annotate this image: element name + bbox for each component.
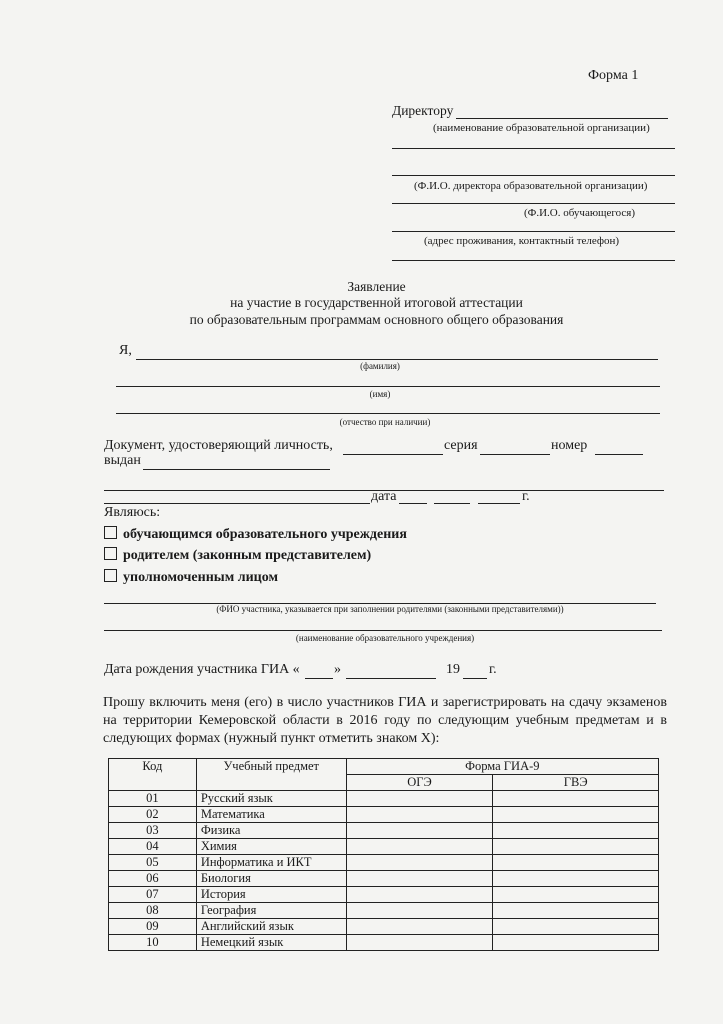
table-row — [109, 903, 659, 919]
row-code: 06 — [109, 871, 197, 887]
row-subject: Химия — [196, 839, 346, 855]
request-text: Прошу включить меня (его) в число участников ГИА и зарегистрировать на сдачу экзаменов на территории Кемеровской области в 2016 году по следующим учебным предметам и в следующих формах (нужный пункт отметить знаком Х): — [103, 695, 667, 746]
birth-year-suffix: г. — [489, 662, 497, 677]
participant-fio-caption: (ФИО участника, указывается при заполнении родителями (законными представителями)) — [216, 604, 564, 614]
row-code: 03 — [109, 823, 197, 839]
row-code: 10 — [109, 935, 197, 951]
institution-caption: (наименование образовательного учреждения) — [295, 633, 475, 643]
status-option-label: обучающимся образовательного учреждения — [123, 527, 407, 542]
row-code: 04 — [109, 839, 197, 855]
birth-close-quote: » — [334, 662, 341, 677]
gve-cell[interactable] — [493, 839, 659, 855]
oge-cell[interactable] — [346, 791, 493, 807]
oge-cell[interactable] — [346, 935, 493, 951]
status-label: Являюсь: — [104, 505, 161, 520]
title-line-1: Заявление — [347, 279, 406, 294]
table-row — [109, 807, 659, 823]
row-code: 01 — [109, 791, 197, 807]
table-row — [109, 871, 659, 887]
checkbox-icon[interactable] — [104, 547, 117, 560]
surname-line[interactable] — [136, 359, 658, 360]
header-form: Форма ГИА-9 — [346, 759, 658, 775]
oge-cell[interactable] — [346, 919, 493, 935]
table-row — [109, 887, 659, 903]
gve-cell[interactable] — [493, 919, 659, 935]
row-subject: История — [196, 887, 346, 903]
birth-year-line[interactable] — [463, 678, 487, 679]
birth-day-line[interactable] — [305, 678, 333, 679]
header-gve: ГВЭ — [493, 775, 659, 791]
oge-cell[interactable] — [346, 839, 493, 855]
title-line-2: на участие в государственной итоговой аттестации — [230, 295, 523, 310]
number-label: номер — [551, 438, 588, 453]
issued-line[interactable] — [143, 469, 330, 470]
table-row — [109, 935, 659, 951]
name-line[interactable] — [116, 386, 660, 387]
row-subject: Немецкий язык — [196, 935, 346, 951]
ya-label: Я, — [119, 343, 132, 358]
org-caption: (наименование образовательной организации) — [433, 122, 650, 134]
oge-cell[interactable] — [346, 823, 493, 839]
checkbox-icon[interactable] — [104, 569, 117, 582]
birth-label: Дата рождения участника ГИА « — [104, 662, 300, 677]
series-label: серия — [444, 438, 478, 453]
number-line[interactable] — [595, 454, 643, 455]
row-code: 08 — [109, 903, 197, 919]
oge-cell[interactable] — [346, 887, 493, 903]
checkbox-icon[interactable] — [104, 526, 117, 539]
row-subject: Информатика и ИКТ — [196, 855, 346, 871]
gve-cell[interactable] — [493, 887, 659, 903]
date-year-line[interactable] — [478, 503, 520, 504]
doc-type-line[interactable] — [343, 454, 443, 455]
table-row — [109, 919, 659, 935]
address-caption: (адрес проживания, контактный телефон) — [424, 235, 620, 247]
row-code: 05 — [109, 855, 197, 871]
title-line-3: по образовательным программам основного общего образования — [189, 312, 564, 327]
gve-cell[interactable] — [493, 791, 659, 807]
surname-caption: (фамилия) — [360, 361, 400, 371]
row-subject: Биология — [196, 871, 346, 887]
birth-month-line[interactable] — [346, 678, 436, 679]
table-row — [109, 839, 659, 855]
row-subject: Английский язык — [196, 919, 346, 935]
row-subject: Русский язык — [196, 791, 346, 807]
patronymic-line[interactable] — [116, 413, 660, 414]
gve-cell[interactable] — [493, 871, 659, 887]
header-code: Код — [109, 759, 197, 791]
status-option-student[interactable] — [104, 526, 407, 543]
form-label: Форма 1 — [588, 68, 639, 83]
oge-cell[interactable] — [346, 855, 493, 871]
director-line[interactable] — [456, 118, 668, 119]
address-line[interactable] — [392, 231, 675, 232]
row-code: 09 — [109, 919, 197, 935]
patronymic-caption: (отчество при наличии) — [339, 417, 431, 427]
gve-cell[interactable] — [493, 935, 659, 951]
institution-line[interactable] — [104, 630, 662, 631]
status-option-parent[interactable] — [104, 547, 371, 564]
gve-cell[interactable] — [493, 903, 659, 919]
org-line[interactable] — [392, 148, 675, 149]
student-fio-caption: (Ф.И.О. обучающегося) — [524, 207, 636, 219]
row-subject: Математика — [196, 807, 346, 823]
director-fio-caption: (Ф.И.О. директора образовательной организации) — [414, 180, 648, 192]
issued-label: выдан — [104, 453, 141, 468]
gve-cell[interactable] — [493, 823, 659, 839]
status-option-label: родителем (законным представителем) — [123, 548, 372, 563]
date-day-line[interactable] — [399, 503, 427, 504]
series-line[interactable] — [480, 454, 550, 455]
address-line-2[interactable] — [392, 260, 675, 261]
header-subject: Учебный предмет — [196, 759, 346, 791]
header-oge: ОГЭ — [346, 775, 493, 791]
birth-century: 19 — [446, 662, 460, 677]
table-row — [109, 823, 659, 839]
issued-line-3[interactable] — [104, 503, 370, 504]
date-month-line[interactable] — [434, 503, 470, 504]
row-code: 07 — [109, 887, 197, 903]
table-row — [109, 791, 659, 807]
row-subject: Физика — [196, 823, 346, 839]
oge-cell[interactable] — [346, 871, 493, 887]
director-fio-line[interactable] — [392, 175, 675, 176]
gve-cell[interactable] — [493, 855, 659, 871]
row-subject: География — [196, 903, 346, 919]
table-row — [109, 855, 659, 871]
oge-cell[interactable] — [346, 903, 493, 919]
director-label: Директору — [392, 103, 454, 118]
subjects-table — [108, 758, 659, 951]
status-option-authorized[interactable] — [104, 569, 278, 586]
doc-label: Документ, удостоверяющий личность, — [104, 438, 333, 453]
oge-cell[interactable] — [346, 807, 493, 823]
date-year-suffix: г. — [522, 489, 530, 504]
name-caption: (имя) — [369, 389, 391, 399]
row-code: 02 — [109, 807, 197, 823]
status-option-label: уполномоченным лицом — [123, 570, 278, 585]
student-fio-line[interactable] — [392, 203, 675, 204]
gve-cell[interactable] — [493, 807, 659, 823]
date-label: дата — [371, 489, 397, 504]
